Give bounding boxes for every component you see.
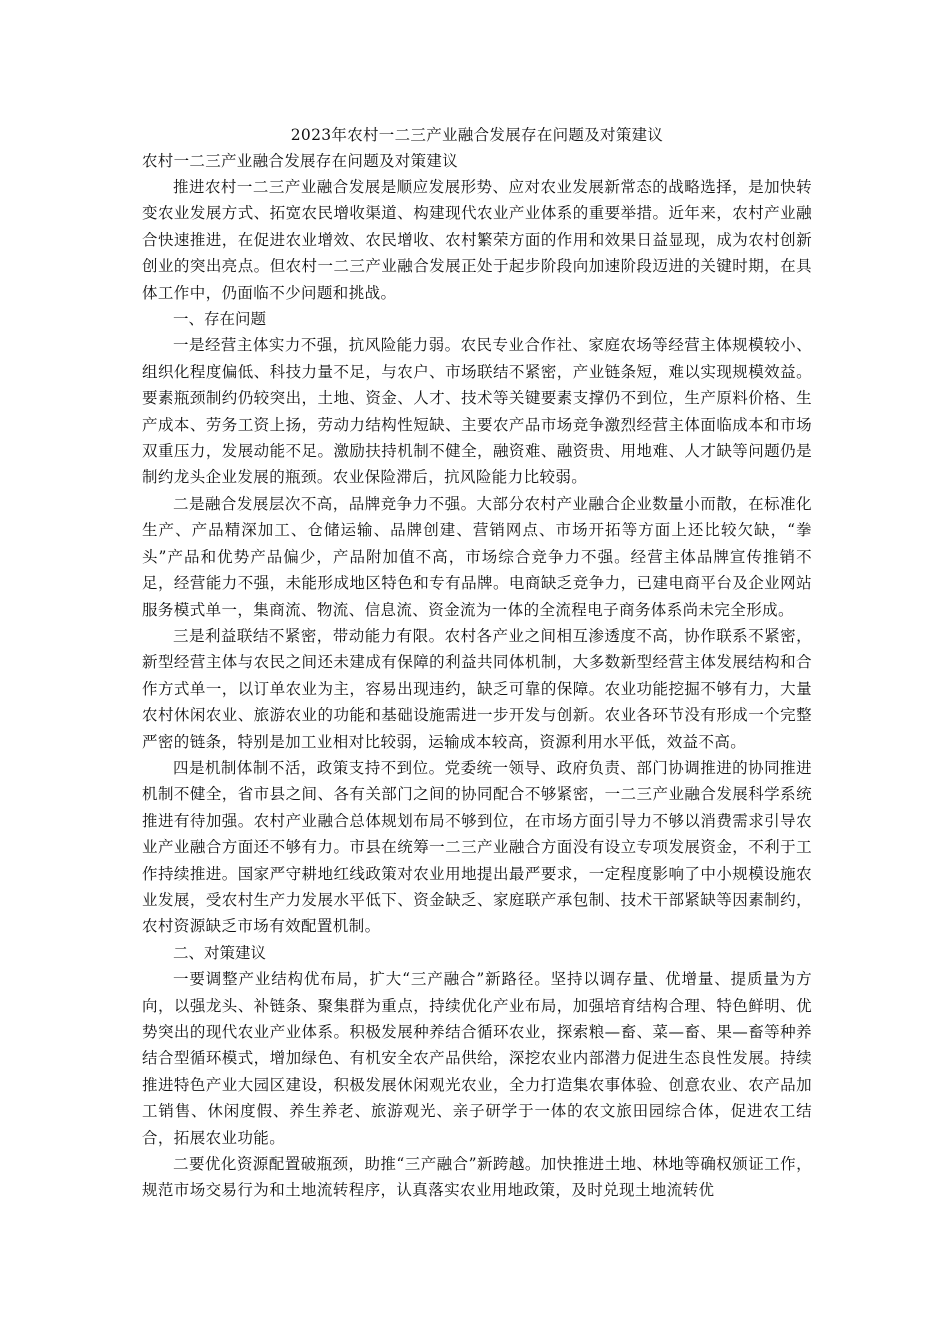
suggestion-paragraph-1: 一要调整产业结构优布局，扩大“三产融合”新路径。坚持以调存量、优增量、提质量为方向，以强龙头、补链条、聚集群为重点，持续优化产业布局，加强培育结构合理、特色鲜明、优势突出的现代农业产业体系。积极发展种养结合循环农业，探索粮—畜、菜—畜、果—畜等种养结合型循环模式，增加绿色、有机安全农产品供给，深挖农业内部潜力促进生态良性发展。持续推进特色产业大园区建设，积极发展休闲观光农业，全力打造集农事体验、创意农业、农产品加工销售、休闲度假、养生养老、旅游观光、亲子研学于一体的农文旅田园综合体，促进农工结合，拓展农业功能。: [142, 970, 812, 1147]
problem-paragraph-4: 四是机制体制不活，政策支持不到位。党委统一领导、政府负责、部门协调推进的协同推进机制不健全，省市县之间、各有关部门之间的协同配合不够紧密，一二三产业融合发展科学系统推进有待加强。农村产业融合总体规划布局不够到位，在市场方面引导力不够以消费需求引导农业产业融合方面还不够有力。市县在统筹一二三产业融合方面没有设立专项发展资金，不利于工作持续推进。国家严守耕地红线政策对农业用地提出最严要求，一定程度影响了中小规模设施农业发展，受农村生产力发展水平低下、资金缺乏、家庭联产承包制、技术干部紧缺等因素制约，农村资源缺乏市场有效配置机制。: [142, 758, 812, 936]
problem-paragraph-2: 二是融合发展层次不高，品牌竞争力不强。大部分农村产业融合企业数量小而散，在标准化生产、产品精深加工、仓储运输、品牌创建、营销网点、市场开拓等方面上还比较欠缺，“拳头”产品和优势产品偏少，产品附加值不高，市场综合竞争力不强。经营主体品牌宣传推销不足，经营能力不强，未能形成地区特色和专有品牌。电商缺乏竞争力，已建电商平台及企业网站服务模式单一，集商流、物流、信息流、资金流为一体的全流程电子商务体系尚未完全形成。: [142, 494, 812, 619]
problem-paragraph-3: 三是利益联结不紧密，带动能力有限。农村各产业之间相互渗透度不高，协作联系不紧密，新型经营主体与农民之间还未建成有保障的利益共同体机制，大多数新型经营主体发展结构和合作方式单一，以订单农业为主，容易出现违约，缺乏可靠的保障。农业功能挖掘不够有力，大量农村休闲农业、旅游农业的功能和基础设施需进一步开发与创新。农业各环节没有形成一个完整严密的链条，特别是加工业相对比较弱，运输成本较高，资源利用水平低，效益不高。: [142, 626, 812, 751]
document-subtitle: 农村一二三产业融合发展存在问题及对策建议: [142, 152, 459, 170]
problem-paragraph-1: 一是经营主体实力不强，抗风险能力弱。农民专业合作社、家庭农场等经营主体规模较小、组织化程度偏低、科技力量不足，与农户、市场联结不紧密，产业链条短，难以实现规模效益。要素瓶颈制约仍较突出，土地、资金、人才、技术等关键要素支撑仍不到位，生产原料价格、生产成本、劳务工资上扬，劳动力结构性短缺、主要农产品市场竞争激烈经营主体面临成本和市场双重压力，发展动能不足。激励扶持机制不健全，融资难、融资贵、用地难、人才缺等问题仍是制约龙头企业发展的瓶颈。农业保险滞后，抗风险能力比较弱。: [142, 336, 812, 487]
suggestion-paragraph-2: 二要优化资源配置破瓶颈，助推“三产融合”新跨越。加快推进土地、林地等确权颁证工作，规范市场交易行为和土地流转程序，认真落实农业用地政策，及时兑现土地流转优: [142, 1155, 812, 1200]
section-heading-problems: 一、存在问题: [173, 310, 267, 329]
section-heading-suggestions: 二、对策建议: [173, 943, 267, 962]
document-title: 2023年农村一二三产业融合发展存在问题及对策建议: [290, 126, 664, 144]
intro-paragraph: 推进农村一二三产业融合发展是顺应发展形势、应对农业发展新常态的战略选择，是加快转变农业发展方式、拓宽农民增收渠道、构建现代农业产业体系的重要举措。近年来，农村产业融合快速推进，在促进农业增效、农民增收、农村繁荣方面的作用和效果日益显现，成为农村创新创业的突出亮点。但农村一二三产业融合发展正处于起步阶段向加速阶段迈进的关键时期，在具体工作中，仍面临不少问题和挑战。: [142, 178, 812, 302]
document-page: [142, 122, 812, 1204]
